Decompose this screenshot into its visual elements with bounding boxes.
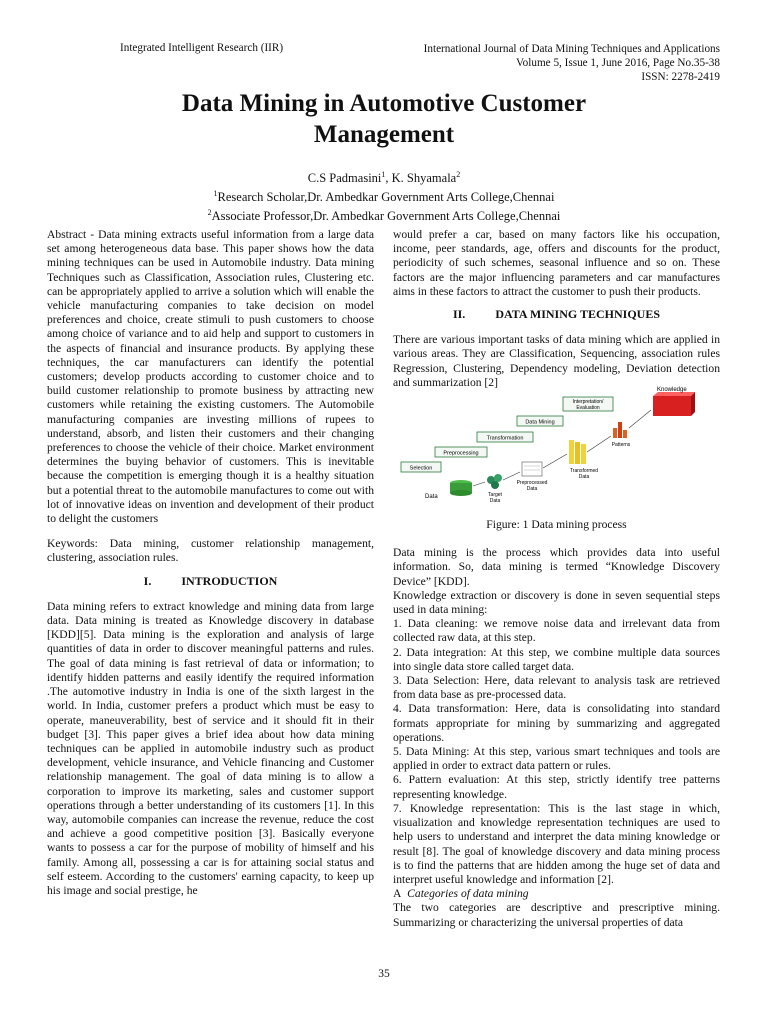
knowledge-block xyxy=(653,396,691,416)
arrow-5 xyxy=(629,410,651,428)
evaluation-label: Evaluation xyxy=(576,405,600,412)
section-2-title: DATA MINING TECHNIQUES xyxy=(495,307,661,322)
selection-label: Selection xyxy=(409,465,433,472)
author-2: , K. Shyamala xyxy=(385,171,457,186)
introduction-text: Data mining refers to extract knowledge and mining data from large data. Data mining is treated as Knowledge discovery in database [KDD][5]. Data mining is the exploration and analysis of large quantities of data in order to discover meaningful patterns and rules. The goal of data mining is fast retrieval of data or information; to identify hidden patterns and easily identify the required information .The automotive industry in India is one of the sixth largest in the world. In India, customer prefers a product which must be easy to operate, maneuverability, best of service and it should fit in their budget [3]. This paper gives a brief idea about how data mining techniques can be applied in automobile industry such as product development, vehicle insurance, and Vehicle financing and Customer relationship management. The goal of data mining is to allow a corporation to improve its marketing, sales and customer support operations through a better understanding of its customers [1]. In this way, automobile companies can increase the revenue, reduce the cost and achieve a good competitive position [3]. Basically everyone wants to possess a car for the purpose of mobility of himself and his family. Among all, possessing a car is for attaining social status and self esteem. According to the customers' earning capacity, to keep up his image and social prestige, he xyxy=(47,599,374,897)
section-1-title: INTRODUCTION xyxy=(181,573,278,588)
arrow-2 xyxy=(503,472,520,480)
step-4: 4. Data transformation: Here, data is consolidating into standard formats appropriate for mining by summarizing and aggregated operations. xyxy=(393,702,720,744)
keywords: Keywords: Data mining, customer relationship management, clustering, association rules. xyxy=(47,537,374,565)
patterns-label: Patterns xyxy=(611,442,631,449)
step-7: 7. Knowledge representation: This is the last stage in which, visualization and knowledge representation techniques are used to help users to understand and interpret the data mining knowledge or result [8]. The goal of knowledge discovery and data mining process is to find the patterns that are hidden among the huge set of data and interpret useful knowledge and information [2]. xyxy=(393,801,720,886)
section-2-number: II. xyxy=(452,307,466,322)
introduction-continued: would prefer a car, based on many factors like his occupation, income, peer standards, age, offers and discounts for the product, periodicity of such schemes, seasonal influence and so on. These factors are the major influencing parameters and car manufactures aims in these factors to attract the customer to push their products. xyxy=(393,228,720,298)
step-5: 5. Data Mining: At this step, various smart techniques and tools are applied in order to extract data pattern or rules. xyxy=(393,745,720,773)
title-line-1: Data Mining in Automotive Customer xyxy=(181,90,587,117)
preprocessed-data-icon xyxy=(522,462,542,476)
step-3: 3. Data Selection: Here, data relevant to analysis task are retrieved from data base as pre-processed data. xyxy=(393,674,720,702)
section-2-heading xyxy=(393,307,720,321)
data-label: Data xyxy=(425,494,438,501)
patterns-bar-3 xyxy=(623,430,627,438)
left-column xyxy=(47,228,374,898)
journal-volume: Volume 5, Issue 1, June 2016, Page No.35-38 xyxy=(516,57,720,69)
subsection-a-heading xyxy=(393,887,720,901)
knowledge-label: Knowledge xyxy=(657,387,687,394)
paper-title xyxy=(0,88,768,150)
affiliation-2-mark: 2 xyxy=(207,208,212,218)
patterns-icon xyxy=(613,428,617,438)
journal-issn: ISSN: 2278-2419 xyxy=(641,71,720,83)
transformed-label-2: Data xyxy=(578,474,590,481)
categories-paragraph: The two categories are descriptive and prescriptive mining. Summarizing or characterizing the universal properties of data xyxy=(393,901,720,929)
affiliation-2 xyxy=(0,205,768,224)
transformation-label: Transformation xyxy=(486,435,524,442)
affiliation-1-text: Research Scholar,Dr. Ambedkar Government Arts College,Chennai xyxy=(217,190,555,205)
target-data-dot-3 xyxy=(491,481,499,489)
transformed-bar-2 xyxy=(575,442,580,464)
journal-info xyxy=(424,42,720,84)
target-data-dot-2 xyxy=(494,474,502,482)
arrow-1 xyxy=(473,482,485,486)
author-1: C.S Padmasini xyxy=(307,171,382,186)
journal-name: International Journal of Data Mining Techniques and Applications xyxy=(423,43,720,55)
affiliation-1 xyxy=(0,186,768,205)
kdd-steps-intro: Knowledge extraction or discovery is done in seven sequential steps used in data mining: xyxy=(393,588,720,617)
data-mining-process-figure xyxy=(395,387,695,510)
preprocessed-label: Preprocessed xyxy=(516,480,548,487)
affiliation-1-mark: 1 xyxy=(213,189,218,199)
page-number: 35 xyxy=(378,968,390,980)
interpretation-label: Interpretation/ xyxy=(572,399,604,406)
transformed-data-icon xyxy=(569,440,574,464)
transformed-bar-3 xyxy=(581,444,586,464)
target-label-2: Data xyxy=(489,498,501,505)
preprocessed-label-2: Data xyxy=(526,486,538,493)
abstract: Abstract - Data mining extracts useful information from a large data set among heterogeneous data base. This paper shows how the data mining techniques can be used in Automobile industry. Data mining Techniques such as Classification, Association rules, Clustering etc. can be appropriately applied to arrive a solution which will enable the vehicle manufacturing companies to take decision on model preferences and choice, create stimuli to push customers to choose among choice of variance and to aid help and support to customers in the aspects of financial and insurance products. By applying these techniques, the car manufacturers can identify the potential customers; develop products according to customer choice and to build customer relationship to promote business by attracting new customers while retaining the existing customers. The Automobile manufacturing companies are investing millions of rupees to understand, absorb, and listen their customers and their changing preferences to choose the vehicle of their choice. Market environment determines the buying behavior of customers. This is inevitable because the competition is emerging though it is a healthy situation but a potential threat to the automobile manufactures to come out with lot of innovative ideas on invention and development of their product to delight the customers xyxy=(47,228,374,526)
arrow-3 xyxy=(543,454,567,468)
kdd-diagram xyxy=(395,387,695,510)
mining-label: Data Mining xyxy=(525,419,555,426)
author-names xyxy=(0,167,768,186)
tasks-paragraph: There are various important tasks of data mining which are applied in various areas. They are Classification, Sequencing, association rules Regression, Clustering, Dependency modeling, Deviation detection and summarization [2] xyxy=(393,333,720,389)
target-label: Target xyxy=(488,492,502,499)
figure-caption: Figure: 1 Data mining process xyxy=(486,518,627,532)
preprocessing-label: Preprocessing xyxy=(443,450,479,457)
arrow-4 xyxy=(587,436,611,452)
right-column xyxy=(393,228,720,930)
author-1-mark: 1 xyxy=(381,170,386,179)
section-1-number: I. xyxy=(143,573,152,588)
affiliation-2-text: Associate Professor,Dr. Ambedkar Government Arts College,Chennai xyxy=(211,209,561,224)
section-1-heading xyxy=(47,574,374,588)
data-cylinder-bottom xyxy=(450,490,472,496)
step-2: 2. Data integration: At this step, we combine multiple data sources into single data store called target data. xyxy=(393,645,720,673)
patterns-bar-2 xyxy=(618,422,622,438)
step-1: 1. Data cleaning: we remove noise data and irrelevant data from collected raw data, at this step. xyxy=(393,617,720,645)
journal-publisher: Integrated Intelligent Research (IIR) xyxy=(120,42,284,54)
author-block xyxy=(0,167,768,224)
title-line-2: Management xyxy=(313,121,455,148)
subsection-title: Categories of data mining xyxy=(407,887,529,901)
author-2-mark: 2 xyxy=(456,170,461,179)
subsection-letter: A xyxy=(393,887,402,901)
transformed-label: Transformed xyxy=(569,468,599,475)
step-6: 6. Pattern evaluation: At this step, strictly identify tree patterns representing knowledge. xyxy=(393,773,720,801)
kdd-intro: Data mining is the process which provides data into useful information. So, data mining is termed “Knowledge Discovery Device” [KDD]. xyxy=(393,546,720,588)
knowledge-block-side xyxy=(691,392,695,416)
